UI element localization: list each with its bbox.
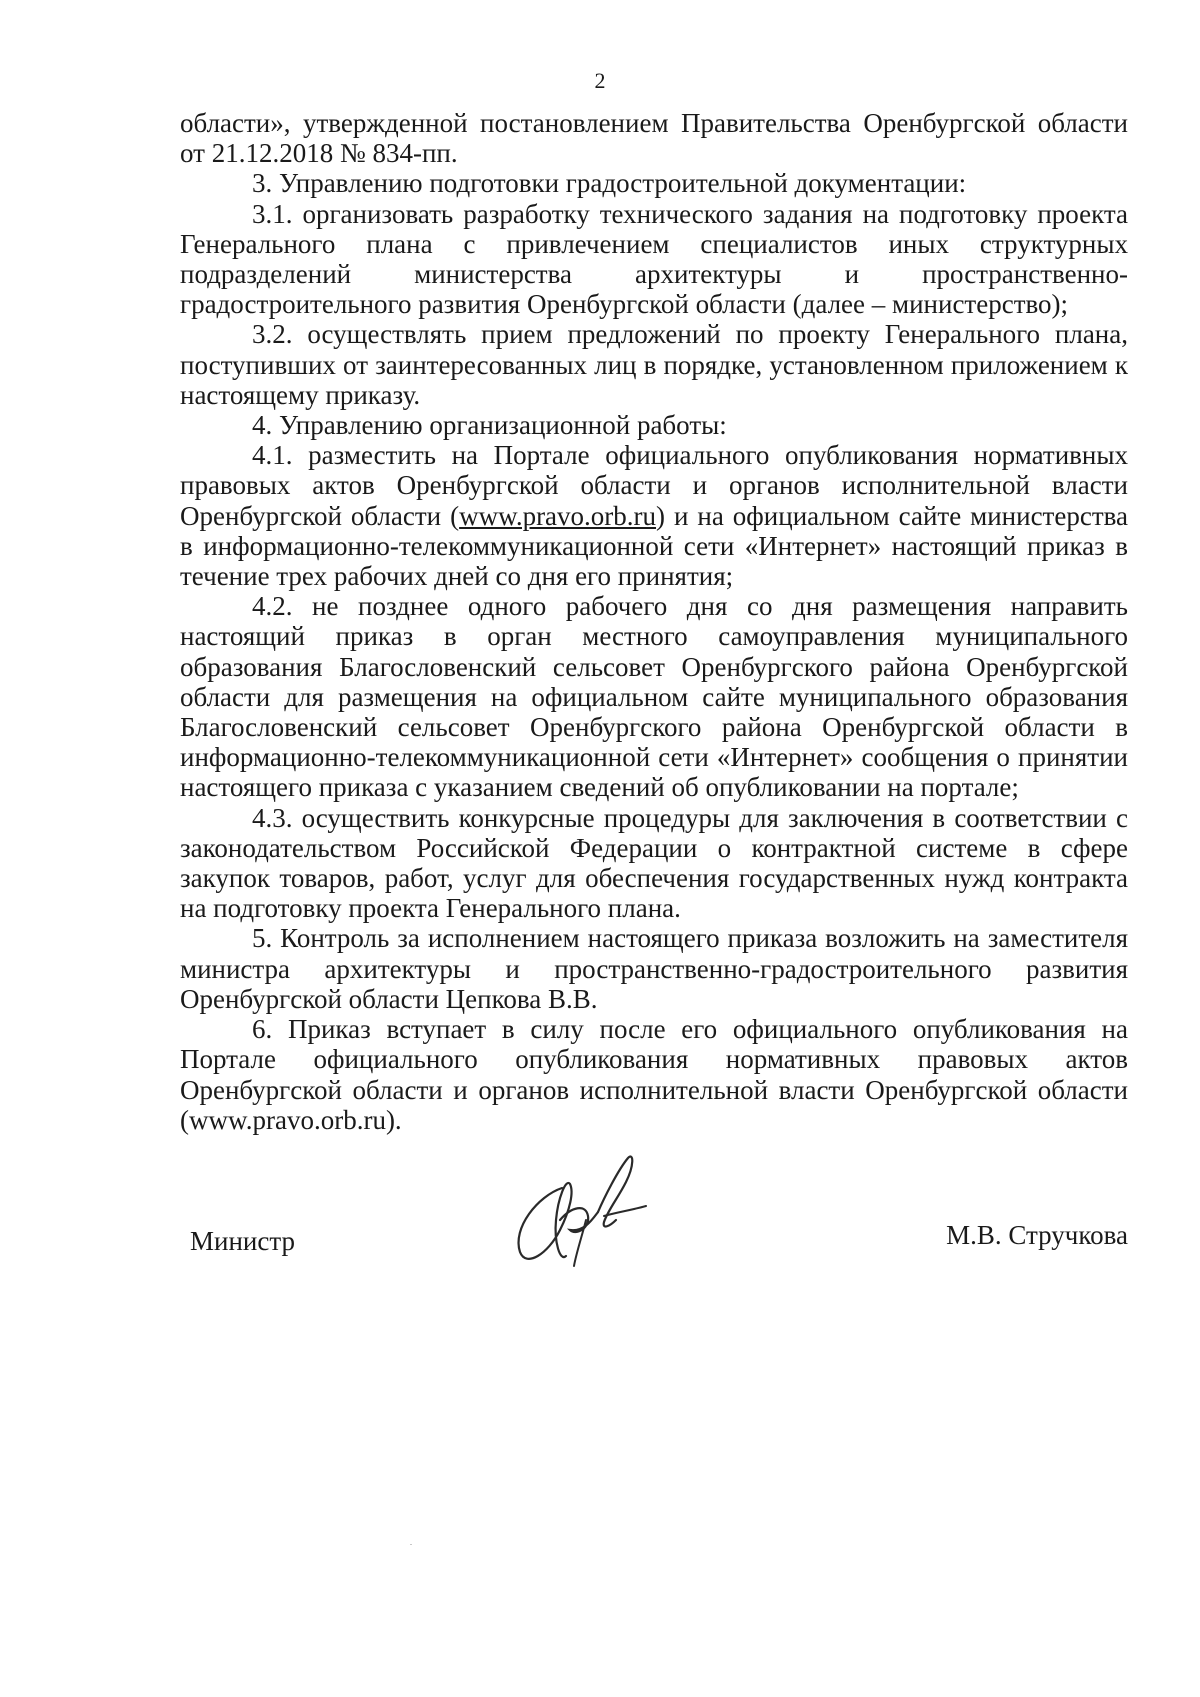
paragraph-item-6: 6. Приказ вступает в силу после его официального опубликования на Портале официального опубликования нормативных правовых актов Оренбургской области и органов исполнительной власти Оренбургской области (www.pravo.orb.ru). (180, 1014, 1128, 1135)
pravo-link[interactable]: www.pravo.orb.ru (459, 500, 657, 531)
paragraph-item-4-1-text-start: 4.1. разместить на Портале официального опубликования нормативных правовых актов Оренбургской области и органов исполнительной власти Оренбургской области ( (180, 440, 1128, 531)
paragraph-item-3: 3. Управлению подготовки градостроительной документации: (252, 168, 967, 199)
paragraph-item-3-2: 3.2. осуществлять прием предложений по проекту Генерального плана, поступивших от заинтересованных лиц в порядке, установленном приложением к настоящему приказу. (180, 319, 1128, 410)
paragraph-item-4-1 (180, 440, 1128, 591)
paragraph-item-3-1: 3.1. организовать разработку технического задания на подготовку проекта Генерального плана с привлечением специалистов иных структурных подразделений министерства архитектуры и пространственно-градостроительного развития Оренбургской области (далее – министерство); (180, 198, 1128, 320)
paragraph-continuation: области», утвержденной постановлением Правительства Оренбургской области от 21.12.2018 № 834-пп. (180, 108, 1128, 169)
paragraph-item-5: 5. Контроль за исполнением настоящего приказа возложить на заместителя министра архитектуры и пространственно-градостроительного развития Оренбургской области Цепкова В.В. (180, 923, 1128, 1014)
signer-title: Министр (190, 1226, 295, 1256)
paragraph-item-4-2: 4.2. не позднее одного рабочего дня со дня размещения направить настоящий приказ в орган местного самоуправления муниципального образования Благословенский сельсовет Оренбургского района Оренбургской области для размещения на официальном сайте муниципального образования Благословенский сельсовет Оренбургского района Оренбургской области в информационно-телекоммуникационной сети «Интернет» сообщения о принятии настоящего приказа с указанием сведений об опубликовании на портале; (180, 591, 1128, 803)
handwritten-signature (500, 1150, 660, 1270)
scan-speck (410, 1544, 412, 1545)
document-body (180, 108, 1128, 1135)
signer-name: М.В. Стручкова (946, 1220, 1128, 1250)
paragraph-item-4-1-text-end: ) и на официальном сайте министерства в информационно-телекоммуникационной сети «Интернет» настоящий приказ в течение трех рабочих дней со дня его принятия; (180, 500, 1128, 592)
page-number: 2 (594, 68, 606, 93)
signature-block (180, 1150, 1128, 1270)
paragraph-item-4-3: 4.3. осуществить конкурсные процедуры для заключения в соответствии с законодательством Российской Федерации о контрактной системе в сфере закупок товаров, работ, услуг для обеспечения государственных нужд контракта на подготовку проекта Генерального плана. (180, 802, 1128, 924)
paragraph-item-4: 4. Управлению организационной работы: (252, 410, 727, 441)
